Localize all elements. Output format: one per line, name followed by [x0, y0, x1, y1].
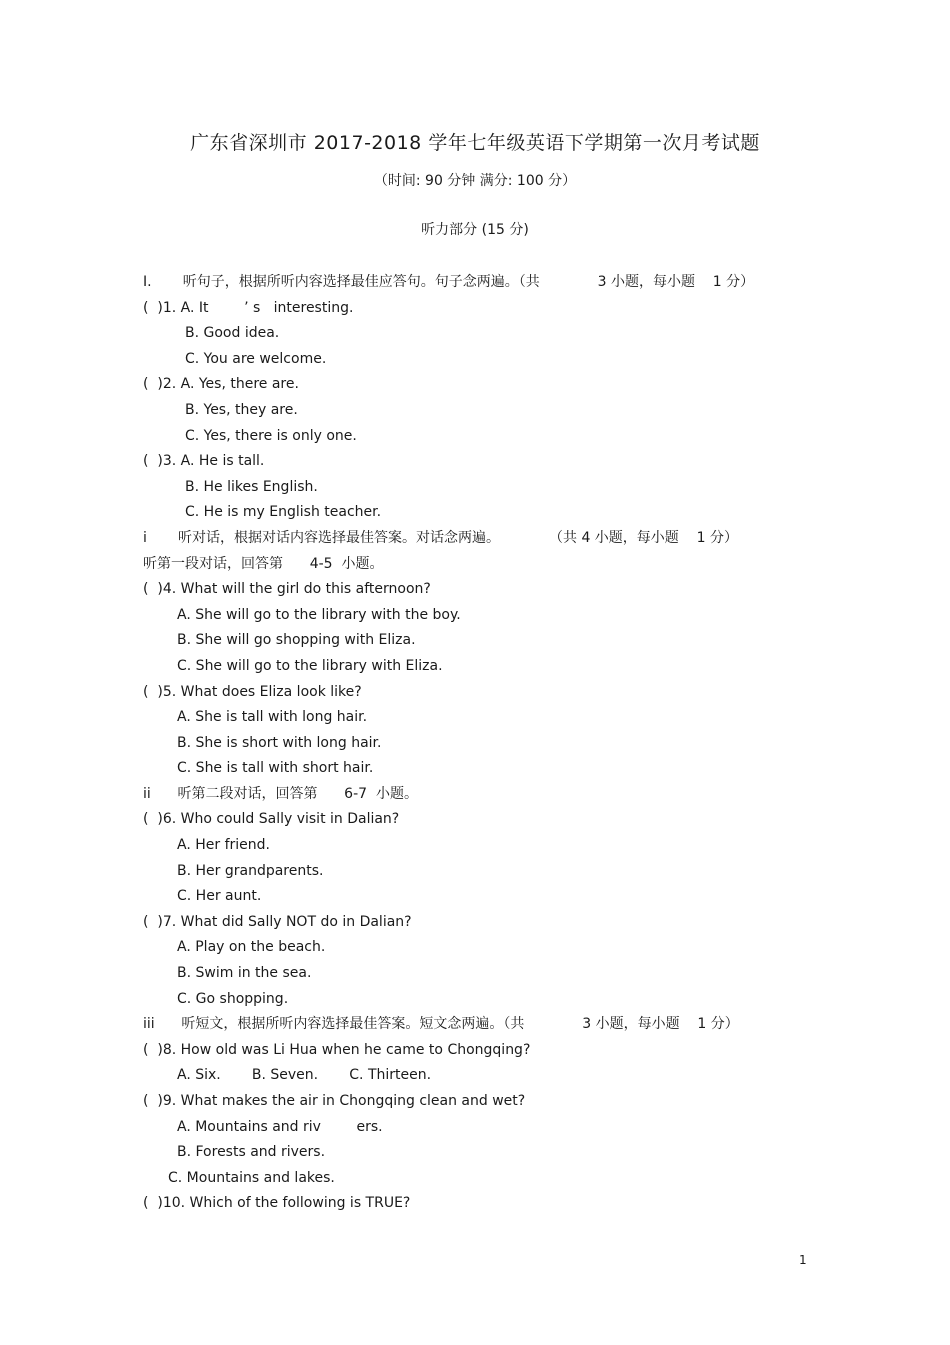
text-line: B. Her grandparents.: [177, 862, 324, 879]
text-line: A. She will go to the library with the boy.: [177, 606, 461, 623]
text-line: ( )3. A. He is tall.: [143, 453, 265, 470]
page-title: 广东省深圳市 2017-2018 学年七年级英语下学期第一次月考试题: [190, 132, 760, 154]
text-line: B. Yes, they are.: [185, 401, 298, 418]
text-line: C. Mountains and lakes.: [168, 1169, 335, 1186]
text-line: ( )4. What will the girl do this afternoon?: [143, 581, 431, 598]
text-line: C. Go shopping.: [177, 990, 289, 1007]
exam-info: （时间: 90 分钟 满分: 100 分）: [373, 173, 577, 189]
text-line: i 听对话，根据对话内容选择最佳答案。对话念两遍。 （共 4 小题，每小题 1 分）: [143, 529, 738, 546]
text-line: C. He is my English teacher.: [185, 504, 382, 521]
text-line: C. She is tall with short hair.: [177, 760, 374, 777]
text-line: ii 听第二段对话，回答第 6-7 小题。: [143, 785, 418, 802]
text-line: C. Her aunt.: [177, 888, 262, 905]
text-line: ( )6. Who could Sally visit in Dalian?: [143, 811, 400, 828]
text-line: A. Mountains and riv ers.: [177, 1118, 383, 1135]
text-line: C. Yes, there is only one.: [185, 427, 357, 444]
text-line: B. She will go shopping with Eliza.: [177, 632, 416, 649]
text-line: ( )8. How old was Li Hua when he came to Chongqing?: [143, 1041, 531, 1058]
text-line: ( )5. What does Eliza look like?: [143, 683, 362, 700]
text-line: A. Six. B. Seven. C. Thirteen.: [177, 1067, 432, 1084]
text-line: I. 听句子，根据所听内容选择最佳应答句。句子念两遍。（共 3 小题，每小题 1 分）: [143, 274, 755, 290]
text-line: ( )2. A. Yes, there are.: [143, 376, 299, 393]
text-line: A. She is tall with long hair.: [177, 709, 368, 726]
text-line: ( )1. A. It ’ s interesting.: [143, 299, 354, 316]
text-line: iii 听短文，根据所听内容选择最佳答案。短文念两遍。（共 3 小题，每小题 1 分）: [143, 1016, 739, 1033]
text-line: A. Her friend.: [177, 837, 270, 854]
text-line: A. Play on the beach.: [177, 939, 326, 956]
text-line: 听第一段对话，回答第 4-5 小题。: [143, 555, 384, 572]
text-line: C. She will go to the library with Eliza.: [177, 657, 443, 674]
question-list: [143, 270, 823, 1217]
text-line: B. She is short with long hair.: [177, 734, 382, 751]
text-line: C. You are welcome.: [185, 350, 327, 367]
text-line: B. Forests and rivers.: [177, 1144, 326, 1161]
text-line: B. He likes English.: [185, 478, 318, 495]
text-line: ( )10. Which of the following is TRUE?: [143, 1195, 411, 1212]
text-line: B. Good idea.: [185, 325, 280, 342]
page-number: 1: [799, 1253, 807, 1267]
text-line: ( )9. What makes the air in Chongqing clean and wet?: [143, 1093, 526, 1109]
section-heading: 听力部分 (15 分): [421, 222, 529, 238]
text-line: B. Swim in the sea.: [177, 965, 312, 982]
text-line: ( )7. What did Sally NOT do in Dalian?: [143, 913, 412, 930]
